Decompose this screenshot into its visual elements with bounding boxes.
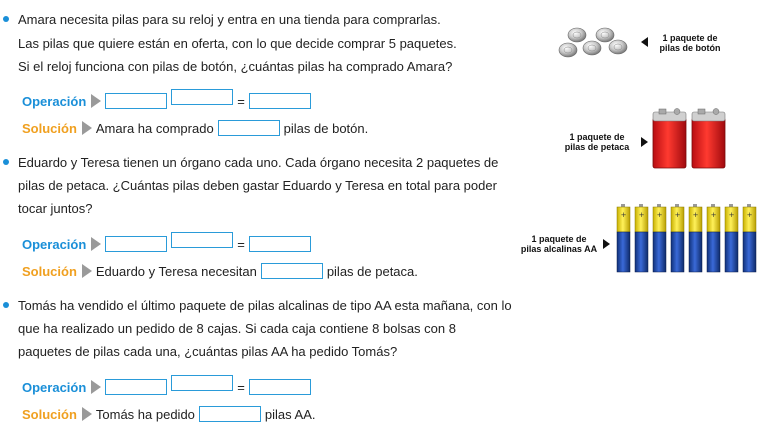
- illustration-label: [557, 132, 637, 152]
- equals-sign: =: [237, 236, 245, 252]
- solution-text: Eduardo y Teresa necesitan: [95, 263, 257, 279]
- petaca-illustration: [555, 108, 755, 173]
- problem-text-line: tocar juntos?: [18, 201, 93, 216]
- solution-row: [22, 118, 368, 138]
- equals-sign: =: [237, 379, 245, 395]
- operator-input[interactable]: [171, 232, 233, 248]
- button-cell-icon: [555, 24, 635, 64]
- solution-text: Tomás ha pedido: [95, 406, 195, 422]
- problem-text-line: Las pilas que quiere están en oferta, con lo que decide comprar 5 paquetes.: [18, 36, 457, 51]
- operand-input[interactable]: [105, 93, 167, 109]
- label-line: pilas de petaca: [564, 142, 630, 152]
- label-line: 1 paquete de: [531, 234, 587, 244]
- label-line: pilas de botón: [659, 43, 721, 53]
- problem-text-line: paquetes de pilas cada una, ¿cuántas pilas AA ha pedido Tomás?: [18, 344, 398, 359]
- result-input[interactable]: [249, 236, 311, 252]
- solution-label: Solución: [22, 406, 77, 422]
- solution-input[interactable]: [218, 120, 280, 136]
- label-line: 1 paquete de: [569, 132, 625, 142]
- svg-text:+: +: [620, 211, 627, 219]
- illustration-label: [515, 234, 603, 254]
- pointer-icon: [641, 37, 648, 47]
- solution-text: Amara ha comprado: [95, 120, 214, 136]
- problem-text-line: pilas de petaca. ¿Cuántas pilas deben gastar Eduardo y Teresa en total para poder: [18, 178, 497, 193]
- arrow-icon: [91, 237, 101, 251]
- solution-text: pilas AA.: [264, 406, 316, 422]
- problem-text-line: Si el reloj funciona con pilas de botón, ¿cuántas pilas ha comprado Amara?: [18, 59, 453, 74]
- problem-text-line: Amara necesita pilas para su reloj y entra en una tienda para comprarlas.: [18, 12, 441, 27]
- result-input[interactable]: [249, 93, 311, 109]
- operation-row: [22, 377, 311, 397]
- arrow-icon: [82, 121, 92, 135]
- problem-text-line: Eduardo y Teresa tienen un órgano cada uno. Cada órgano necesita 2 paquetes de: [18, 155, 499, 170]
- operation-label: Operación: [22, 379, 87, 395]
- operator-input[interactable]: [171, 89, 233, 105]
- solution-label: Solución: [22, 120, 77, 136]
- solution-text: pilas de botón.: [283, 120, 369, 136]
- operation-label: Operación: [22, 236, 87, 252]
- bullet-icon: [3, 159, 9, 165]
- solution-input[interactable]: [199, 406, 261, 422]
- solution-row: [22, 404, 316, 424]
- button-cell-illustration: [555, 24, 755, 69]
- solution-row: [22, 261, 418, 281]
- label-line: pilas alcalinas AA: [520, 244, 598, 254]
- aa-battery-icon: [615, 204, 765, 274]
- arrow-icon: [82, 264, 92, 278]
- operator-input[interactable]: [171, 375, 233, 391]
- operation-label: Operación: [22, 93, 87, 109]
- illustration-label: [651, 33, 729, 53]
- operation-row: [22, 91, 311, 111]
- pointer-icon: [603, 239, 610, 249]
- arrow-icon: [82, 407, 92, 421]
- arrow-icon: [91, 380, 101, 394]
- equals-sign: =: [237, 93, 245, 109]
- operand-input[interactable]: [105, 379, 167, 395]
- problem-text-line: Tomás ha vendido el último paquete de pilas alcalinas de tipo AA esta mañana, con lo: [18, 298, 512, 313]
- solution-input[interactable]: [261, 263, 323, 279]
- aa-illustration: [515, 204, 768, 276]
- pointer-icon: [641, 137, 648, 147]
- solution-label: Solución: [22, 263, 77, 279]
- solution-text: pilas de petaca.: [326, 263, 418, 279]
- bullet-icon: [3, 16, 9, 22]
- problem-text-line: que ha realizado un pedido de 8 cajas. Si cada caja contiene 8 bolsas con 8: [18, 321, 456, 336]
- 9v-battery-icon: [650, 108, 730, 170]
- bullet-icon: [3, 302, 9, 308]
- result-input[interactable]: [249, 379, 311, 395]
- operation-row: [22, 234, 311, 254]
- arrow-icon: [91, 94, 101, 108]
- operand-input[interactable]: [105, 236, 167, 252]
- label-line: 1 paquete de: [662, 33, 718, 43]
